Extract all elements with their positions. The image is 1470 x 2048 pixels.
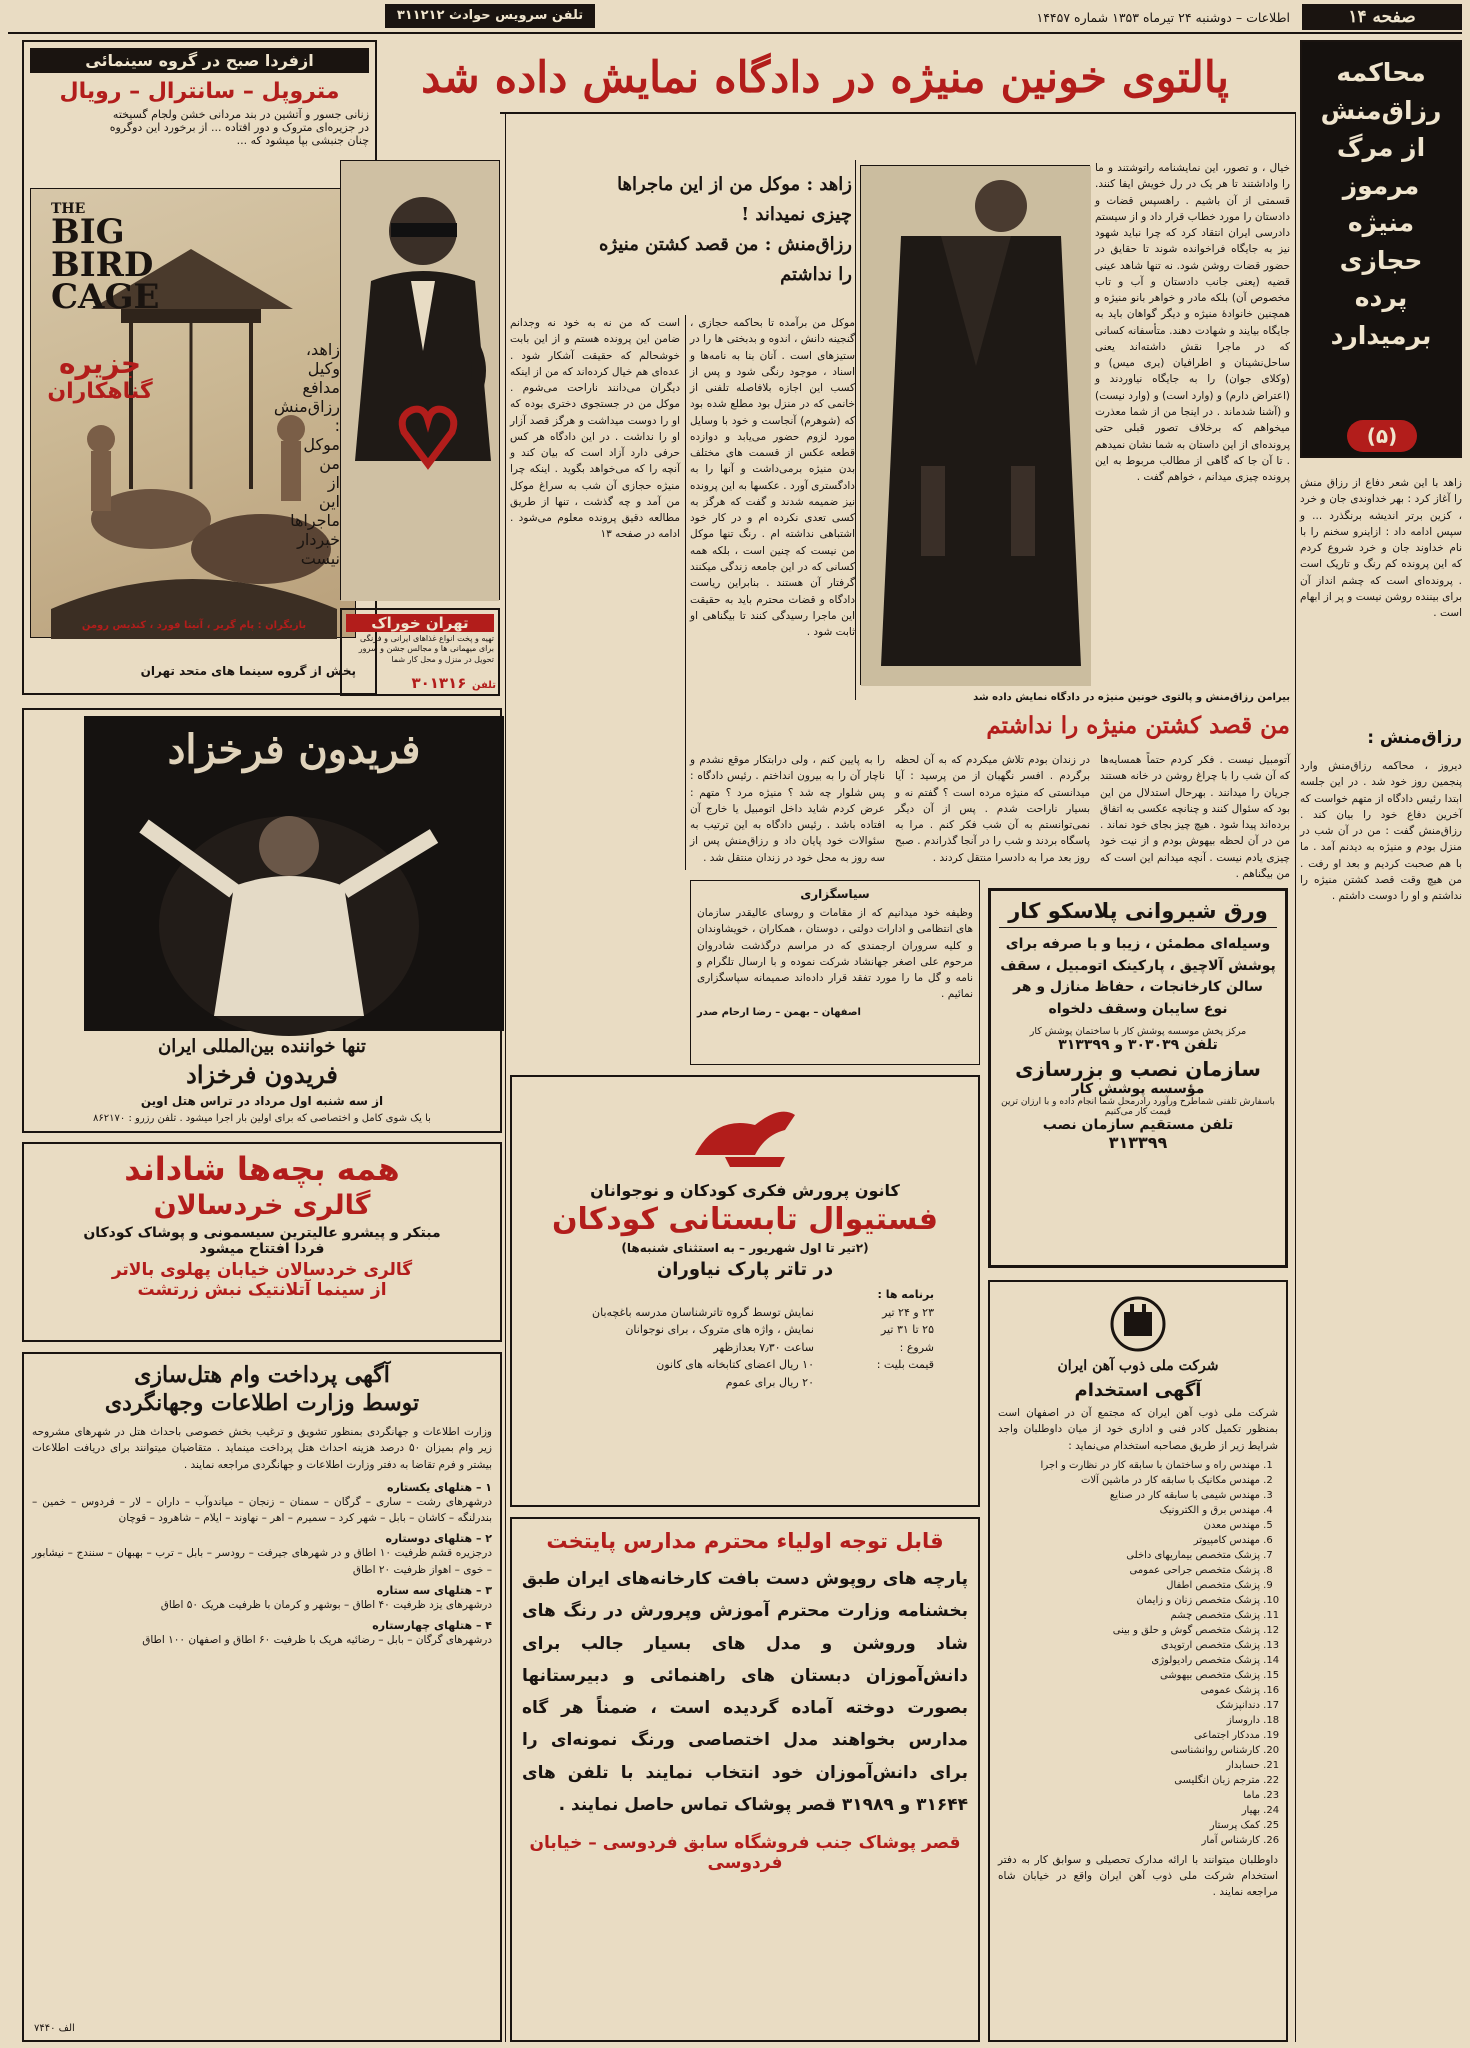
school-ad xyxy=(510,1517,980,2042)
thanks-title: سیاسگزاری xyxy=(800,887,870,901)
cinema-names: متروپل – سانترال – رویال xyxy=(59,79,340,104)
roof-ad-org-2: مؤسسه پوشش کار xyxy=(1071,1080,1205,1097)
job-item: 21. حسابدار xyxy=(998,1758,1260,1773)
job-item: 15. پزشک متخصص بیهوشی xyxy=(998,1668,1260,1683)
lawyer-illustration xyxy=(341,161,499,601)
sub-col-a: دیروز ، محاکمه رزاق‌منش وارد پنجمین روز خود شد . در این جلسه ابتدا رئیس دادگاه از متهم خواست که آخرین دفاع خود را بیان کند . رزاق‌منش گفت : من در آن شب در منزل بودم و منیژه به دیدنم آمد . ما با هم صحبت کردیم و بعد او رفت . من هیچ وقت قصد کشتن منیژه را نداشتم و او را دوست داشتم . xyxy=(1300,760,1462,903)
main-col-3: است که من نه به خود نه وجدانم ضامن این پرونده هستم و از این بابت خوشحالم که حقیقت آشکار شود . عده‌ای هم خیال کرده‌اند که من از اینکه دیگران می‌دانند ناراحت می‌شوم . موکل من در جستجوی دختری بوده که او را دوست میداشت و هرگز قصد آزار او را نداشت . در این دادگاه هر کس حرفی دارد آزاد است که بیان کند و آنچه را که می‌خواهد بگوید . اینکه چرا منیژه حجازی آن شب به سراغ موکل من آمد و چه گذشت ، تنها از طریق مطالعه دقیق پرونده معلوم می‌شود . ادامه در صفحه ۱۳ xyxy=(510,317,680,541)
gallery-line-4: از سینما آتلانتیک نبش زرتشت xyxy=(137,1280,387,1300)
farrokhzad-line-1: تنها خواننده بین‌المللی ایران xyxy=(158,1036,366,1057)
poster-en-1: THE xyxy=(51,201,86,217)
job-item: 6. مهندس کامپیوتر xyxy=(998,1533,1260,1548)
hotel-loan-footer: الف ۷۴۴۰ xyxy=(34,2023,75,2034)
sub-story-heading: من قصد کشتن منیژه را نداشتم xyxy=(986,712,1290,739)
cinema-desc-3: چنان جنبشی بپا میشود که ... xyxy=(236,134,369,147)
festival-start-row xyxy=(520,1339,934,1357)
gallery-line-2: فردا افتتاح میشود xyxy=(199,1241,325,1257)
hotel-loan-sec-1-body: درشهرهای رشت – ساری – گرگان – سمنان – زنجان – میاندوآب – داران – لار – فردوس – خمین – بندرلنگه – کاشان – بابل – شهر کرد – سمیرم – اهر – نهاوند – ایلام – شاهرود – قوچان xyxy=(32,1495,492,1525)
hotel-loan-sec-3: ۳ – هتلهای سه ستاره xyxy=(376,1583,492,1597)
hotel-loan-sec-4-body: درشهرهای گرگان – بابل – رضائیه هریک با ظرفیت ۶۰ اطاق و اصفهان ۱۰۰ اطاق xyxy=(142,1634,492,1647)
page-label xyxy=(1302,4,1462,30)
poster-actors: بازیگران : پام گریر ، آنیتا فورد ، کندیس رومن xyxy=(81,620,307,631)
zob-ahan-logo-icon xyxy=(1108,1294,1168,1354)
sub-col-b: آتومبیل نیست . فکر کردم حتماً همسایه‌ها که آن شب را با چراغ روشن در خانه هستند جریان را میدانند . بهرحال استدلال من این بود که سئوال کنند و چنانچه عکسی به اتفاق برده‌اند پیدا شود . هیچ چیز بجای خود نماند . من در آن لحظه بیهوش بودم و از نیت خود چیزی یادم نیست . آنچه میدانم این است که من بیگناهم . xyxy=(1100,754,1290,880)
festival-start: ساعت ۷٫۳۰ بعدازظهر xyxy=(713,1340,814,1354)
festival-price-1: ۱۰ ریال اعضای کتابخانه های کانون xyxy=(656,1358,814,1372)
cinema-desc-1: زنانی جسور و آتشین در بند مردانی خشن ولجام گسیخته xyxy=(112,108,369,121)
hotel-loan-sec-2-body: درجزیره قشم ظرفیت ۱۰ اطاق و در شهرهای جیرفت – رودسر – بابل – ترب – بهبهان – سنندج – نیشابور – خوی – اهواز ظرفیت ۲۰ اطاق xyxy=(32,1547,492,1576)
thanks-body: وظیفه خود میدانیم که از مقامات و روسای عالیقدر سازمان های انتظامی و ادارات دولتی ، دوستان ، همکاران ، خویشاوندان و کلیه سروران ارجمندی که در مراسم درگذشت شادروان مرحوم علی اصغر جهانشاد شرکت نموده و با ارسال تلگرام و نامه و گل ما را مورد تفقد قرار داده‌اند صمیمانه سپاسگزاری نمائیم . xyxy=(697,907,973,1001)
festival-prog-row-2 xyxy=(520,1321,934,1339)
thanks-box xyxy=(690,880,980,1065)
festival-org: کانون پرورش فکری کودکان و نوجوانان xyxy=(590,1181,900,1200)
cinema-top-line: ازفردا صبح در گروه سینمائی xyxy=(30,48,369,73)
job-item: 8. پزشک متخصص جراحی عمومی xyxy=(998,1563,1260,1578)
coat-photo xyxy=(860,165,1090,685)
job-item: 10. پزشک متخصص زنان و زایمان xyxy=(998,1593,1260,1608)
cinema-distrib: پخش از گروه سینما های متحد تهران xyxy=(140,664,356,678)
food-ad-line-3: تحویل در منزل و محل کار شما xyxy=(391,654,494,664)
roof-ad-direct-phone: ۳۱۳۳۹۹ xyxy=(1108,1132,1168,1152)
date-line: اطلاعات – دوشنبه ۲۴ تیرماه ۱۳۵۳ شماره ۱۴۴۵۷ xyxy=(1036,10,1290,25)
food-ad xyxy=(340,608,500,696)
thanks-sign: اصفهان – بهمن – رضا ارحام صدر xyxy=(697,1006,861,1018)
poster-en-2: BIG xyxy=(51,212,125,253)
festival-price-row-2 xyxy=(520,1374,934,1392)
gallery-line-1: مبتکر و پیشرو عالیترین سیسمونی و پوشاک کودکان xyxy=(83,1225,441,1241)
roof-ad-org: سازمان نصب و بزرسازی xyxy=(1015,1056,1261,1081)
hotel-loan-ad xyxy=(22,1352,502,2042)
job-item: 17. دندانپزشک xyxy=(998,1698,1260,1713)
roof-ad-title: ورق شیروانی پلاسکو کار xyxy=(999,899,1277,928)
series-line-7: پرده xyxy=(1354,283,1408,312)
job-item: 12. پزشک متخصص گوش و حلق و بینی xyxy=(998,1623,1260,1638)
series-line-4: مرموز xyxy=(1342,170,1420,200)
series-part-number: (۵) xyxy=(1366,424,1398,448)
heart-icon xyxy=(398,402,458,472)
main-col-4: زاهد با این شعر دفاع از رزاق منش را آغاز کرد : بهر خداوندی جان و خرد ، کزین برتر اندیشه برنگذرد ... و سپس ادامه داد : ازاینرو سخنم را با نام خداوند جان و خرد شروع کردم که این پرونده کم رنگ و تاریک است . پرونده‌ای است که چشم انداز آن برای بیننده روشن نیست و پر از ابهام است . xyxy=(1300,477,1462,620)
festival-title: فستیوال تابستانی کودکان xyxy=(551,1202,939,1237)
festival-p2-date: ۲۵ تا ۳۱ تیر xyxy=(880,1323,934,1337)
roof-ad-body: وسیله‌ای مطمئن ، زیبا و با صرفه برای پوشش آلاچیق ، پارکینک اتومبیل ، سقف سالن کارخانجات ، حفاظ منازل و هر نوع سایبان وسقف دلخواه xyxy=(1000,936,1276,1018)
poster-title-en xyxy=(51,201,161,317)
gallery-ad xyxy=(22,1142,502,1342)
job-item: 13. پزشک متخصص ارتوپدی xyxy=(998,1638,1260,1653)
festival-price-label: قیمت بلیت : xyxy=(876,1358,934,1372)
festival-prog-label: برنامه ها : xyxy=(877,1288,934,1301)
quote-1-b: چیزی نمیداند ! xyxy=(741,204,852,225)
page-label-text: صفحه ۱۴ xyxy=(1348,7,1416,27)
job-item: 3. مهندس شیمی با سابقه کار در صنایع xyxy=(998,1488,1260,1503)
job-item: 9. پزشک متخصص اطفال xyxy=(998,1578,1260,1593)
cinema-desc-2: در جزیره‌ای متروک و دور افتاده ... از برخورد این دوگروه xyxy=(109,121,369,134)
job-item: 7. پزشک متخصص بیماریهای داخلی xyxy=(998,1548,1260,1563)
food-ad-phone xyxy=(346,673,496,692)
employment-job-list xyxy=(998,1458,1278,1848)
employment-ad xyxy=(988,1280,1288,2042)
hotel-loan-title: آگهی پرداخت وام هتل‌سازی xyxy=(134,1362,390,1388)
roof-ad-phones: تلفن ۳۰۳۰۳۹ و ۳۱۳۳۹۹ xyxy=(1058,1036,1218,1053)
employment-intro: شرکت ملی ذوب آهن ایران که مجتمع آن در اصفهان است بمنظور تکمیل کادر فنی و اداری خود از میان داوطلبان واجد شرایط زیر از طریق مصاحبه استخدام می‌نماید : xyxy=(998,1407,1278,1452)
job-item: 4. مهندس برق و الکترونیک xyxy=(998,1503,1260,1518)
employment-title: آگهی استخدام xyxy=(1074,1380,1202,1401)
job-item: 16. پزشک عمومی xyxy=(998,1683,1260,1698)
festival-price-row xyxy=(520,1356,934,1374)
food-ad-line-1: تهیه و پخت انواع غذاهای ایرانی و فرنگی xyxy=(359,634,494,643)
hotel-loan-sec-2: ۲ – هتلهای دوستاره xyxy=(385,1532,492,1546)
hotel-loan-sec-1: ۱ – هتلهای یکستاره xyxy=(387,1480,492,1494)
job-item: 22. مترجم زبان انگلیسی xyxy=(998,1773,1260,1788)
quote-2-b: را نداشتم xyxy=(780,264,852,285)
festival-p1-date: ۲۳ و ۲۴ تیر xyxy=(882,1305,934,1319)
main-col-2: موکل من برآمده تا بحاکمه حجازی ، گنجینه دانش ، اندوه و بدبختی ها را در ستیزهای است . آنان بنا به نامه‌ها و اسناد ، موجود رنگی شود و پس از کسب این اجازه بلافاصله تلفنی از خانمی که در منزل بود مطلع شده بود که (شوهرم) آنجاست و خود با وسایل مورد لزوم حضور می‌یابد و دوازده قطعه عکس از قسمت های مختلف بدن منیژه برمی‌داشت و آنها را به دادگستری آورد . عکسها به این پرونده نیز ضمیمه شدند و گفت که هرگز به کسی تعدی نکرده ام و در کار خود اشتباهی نداشته ام . رنگ تنها موکل من نیست که چنین است ، بلکه همه کسانی که در این جامعه زندگی میکنند گرفتار آن هستند . بنابراین ریاست دادگاه و قضات محترم باید به حقیقت این ماجرا رسیدگی کنند تا بیگناهی او ثابت شود . xyxy=(690,317,855,639)
festival-start-label: شروع : xyxy=(899,1340,934,1354)
farrokhzad-ad xyxy=(22,708,502,1133)
festival-ad xyxy=(510,1075,980,1507)
festival-program xyxy=(520,1286,970,1392)
employment-company: شرکت ملی ذوب آهن ایران xyxy=(1057,1358,1219,1374)
roof-ad xyxy=(988,888,1288,1268)
kanoon-bird-icon xyxy=(685,1095,805,1175)
sub-story-speaker: رزاق‌منش : xyxy=(1367,728,1462,748)
poster-title-fa xyxy=(45,349,155,404)
farrokhzad-poster-title: فریدون فرخزاد xyxy=(167,726,421,773)
farrokhzad-photo xyxy=(84,716,504,1031)
food-ad-line-2: برای میهمانی ها و مجالس جشن و سرور xyxy=(358,644,494,654)
service-phone: تلفن سرویس حوادث ۳۱۱۲۱۲ xyxy=(385,4,595,28)
festival-prog-row-1 xyxy=(520,1304,934,1322)
food-ad-phone-label: تلفن xyxy=(471,680,496,691)
job-item: 24. بهیار xyxy=(998,1803,1260,1818)
series-box xyxy=(1300,40,1462,458)
quote-2-a: رزاق‌منش : من قصد کشتن منیژه xyxy=(599,234,852,255)
poster-fa-1: جزیره xyxy=(58,347,142,380)
sub-col-c: در زندان بودم تلاش میکردم که به آن لحظه برگردم . افسر نگهبان از من پرسید : آیا میدانستی که منیژه مرده است ؟ گفتم نه و بسیار ناراحت شدم . پس از آن دیگر نمی‌توانستم به آن شب فکر کنم . مرا به پاسگاه بردند و شب را در آنجا گذراندم . صبح روز بعد مرا به دادسرا منتقل کردند . xyxy=(895,754,1090,864)
job-item: 19. مددکار اجتماعی xyxy=(998,1728,1260,1743)
job-item: 25. کمک پرستار xyxy=(998,1818,1260,1833)
sub-col-d: را به پایین کنم ، ولی درابتکار موقع نشدم و ناچار آن را به بیرون انداختم . رئیس دادگاه : پس شلوار چه شد ؟ منیژه مرد ؟ متهم : عرض کردم شاید داخل اتومبیل یا خارج آن افتاده باشد . رئیس دادگاه به این ترتیب به سئوالات خود پایان داد و رزاق‌منش پس از سه روز به محل خود در زندان منتقل شد . xyxy=(690,754,885,864)
job-item: 18. داروساز xyxy=(998,1713,1260,1728)
series-line-5: منیژه xyxy=(1347,208,1415,237)
job-item: 2. مهندس مکانیک با سابقه کار در ماشین آلات xyxy=(998,1473,1260,1488)
school-ad-body: پارچه های روپوش دست بافت کارخانه‌های ایران طبق بخشنامه وزارت محترم آموزش وپرورش در رنگ های شاد وروشن و مدل های بسیار جالب برای دانش‌آموزان دبستان های راهنمائی و دبیرستانها بصورت دوخته آماده گردیده است ، ضمناً هر گاه مدارس بخواهند مدل اختصاصی ورنگ نمونه‌ای را برای دانش‌آموزان خود انتخاب نمایند با تلفن های ۳۱۶۴۴ و ۳۱۹۸۹ قصر پوشاک تماس حاصل نمایند . xyxy=(522,1569,968,1816)
poster-fa-2: گناهکاران xyxy=(47,378,153,404)
festival-p1: نمایش توسط گروه تاترشناسان مدرسه باغچه‌بان xyxy=(592,1305,814,1319)
series-line-8: برمیدارد xyxy=(1330,320,1432,350)
school-ad-footer: قصر پوشاک جنب فروشگاه سابق فردوسی – خیابان فردوسی xyxy=(529,1833,961,1874)
hotel-loan-sec-4: ۴ – هتلهای چهارستاره xyxy=(372,1619,492,1633)
festival-price-2: ۲۰ ریال برای عموم xyxy=(725,1375,814,1389)
job-item: 5. مهندس معدن xyxy=(998,1518,1260,1533)
lawyer-photo-frame xyxy=(340,160,500,600)
job-item: 1. مهندس راه و ساختمان با سابقه کار در نظارت و اجرا xyxy=(998,1458,1260,1473)
quote-block xyxy=(512,170,852,310)
poster-en-3: BIRD xyxy=(51,244,154,285)
poster-en-4: CAGE xyxy=(51,276,160,317)
series-line-1: محاکمه xyxy=(1336,58,1426,87)
series-line-6: حجازی xyxy=(1339,245,1423,275)
hotel-loan-subtitle: توسط وزارت اطلاعات وجهانگردی xyxy=(104,1390,420,1416)
job-item: 26. کارشناس آمار xyxy=(998,1833,1260,1848)
job-item: 23. ماما xyxy=(998,1788,1260,1803)
series-line-2: رزاق‌منش xyxy=(1320,95,1442,125)
main-col-1: خیال ، و تصور، این نمایشنامه راتوشتند و ما را واداشتند تا هر یک در رل خویش ایفا کنند. قسمتی از آن باشیم . راهسپس قضات و دادستان را مورد خطاب قرار داد و از سیستم دادرسی ایران انتقاد کرد که چرا نباید شهود نیز به جایگاه فراخوانده شوند تا حقایق در حضور قضات روشن شود. نه تنها شاهد عینی قضیه (یعنی جانب دادستان و آب و تاب مخصوص آن) بلکه مادر و خواهر بانو منیژه و همچنین خانوادهٔ منیژه و دیگر گواهان باید به جایگاه بیایند و شهادت دهند. متأسفانه کسانی که در ماجرا نقش داشته‌اند یعنی ساحل‌نشینان و اطرافیان (یری میس) و (وکلای جوان) را به جایگاه نیاوردند و (اعتراض دارم) و (وارد است) و (وارد نیست) و (آشنا شدماند . در اینجا من از شما معذرت میخواهم که برخلاف تصور قبلی حتی پرونده‌ای از این داستان به شما نشان نمیدهم . تا آن جا که گاهی از مطالب مربوط به این پرونده چیزی میدانم ، خواهم گفت . xyxy=(1095,162,1290,484)
quote-1-a: زاهد : موکل من از این ماجراها xyxy=(617,174,852,195)
roof-ad-direct: تلفن مستقیم سازمان نصب xyxy=(1042,1116,1234,1133)
hotel-loan-body: وزارت اطلاعات و جهانگردی بمنظور تشویق و ترغیب بخش خصوصی باحداث هتل در شهرهای مشروحه زیر وام بمیزان ۵۰ درصد هزینه احداث هتل پرداخت مینماید . متقاضیان میتوانند برای دریافت اطلاعات بیشتر و فرم تقاضا به دفتر وزارت اطلاعات و جهانگردی مراجعه نمایند . xyxy=(32,1426,492,1471)
roof-ad-note: باسفارش تلفنی شماطرح ورآورد رادرمحل شما انجام داده و با ارزان ترین قیمت کار می‌کنیم xyxy=(1001,1096,1275,1117)
hotel-loan-sec-3-body: درشهرهای یزد ظرفیت ۴۰ اطاق – بوشهر و کرمان با ظرفیت هریک ۵۰ اطاق xyxy=(160,1598,492,1611)
gallery-line-3: گالری خردسالان خیابان پهلوی بالاتر xyxy=(111,1260,413,1280)
gallery-headline: همه بچه‌ها شاد‌اند xyxy=(124,1150,400,1188)
food-ad-phone-number: ۳۰۱۳۱۶ xyxy=(411,674,467,692)
festival-dates: (۲تیر تا اول شهریور – به استثنای شنبه‌ها) xyxy=(621,1241,869,1255)
employment-footer: داوطلبان میتوانند با ارائه مدارک تحصیلی و سوابق کار به دفتر استخدام شرکت ملی ذوب آهن ایران واقع در خیابان شاه مراجعه نمایند . xyxy=(998,1853,1278,1899)
school-ad-title: قابل توجه اولیاء محترم مدارس پایتخت xyxy=(546,1529,944,1553)
series-line-3: از مرگ xyxy=(1336,133,1426,162)
series-part xyxy=(1347,420,1417,452)
farrokhzad-line-2: از سه شنبه اول مرداد در تراس هتل اوین xyxy=(140,1094,384,1108)
main-headline: پالتوی خونین منیژه در دادگاه نمایش داده شد xyxy=(421,53,1229,103)
festival-venue: در تاتر پارک نیاوران xyxy=(656,1259,834,1280)
coat-illustration xyxy=(861,166,1091,686)
farrokhzad-line-3: با یک شوی کامل و اختصاصی که برای اولین بار اجرا میشود . تلفن رزرو : ۸۶۲۱۷۰ xyxy=(93,1113,431,1124)
job-item: 11. پزشک متخصص چشم xyxy=(998,1608,1260,1623)
roof-ad-center: مرکز پخش موسسه پوشش کار با ساختمان پوشش کار xyxy=(1029,1025,1247,1037)
festival-p2: نمایش ، واژه های متروک ، برای نوجوانان xyxy=(625,1323,814,1337)
gallery-name: گالری خردسالان xyxy=(153,1190,371,1221)
farrokhzad-name: فریدون فرخزاد xyxy=(186,1060,338,1089)
job-item: 14. پزشک متخصص رادیولوژی xyxy=(998,1653,1260,1668)
job-item: 20. کارشناس روانشناسی xyxy=(998,1743,1260,1758)
food-ad-title: تهران خوراک xyxy=(346,614,494,632)
coat-photo-caption: بیرامن رزاق‌منش و پالتوی خونین منیژه در دادگاه نمایش داده شد xyxy=(973,692,1290,703)
